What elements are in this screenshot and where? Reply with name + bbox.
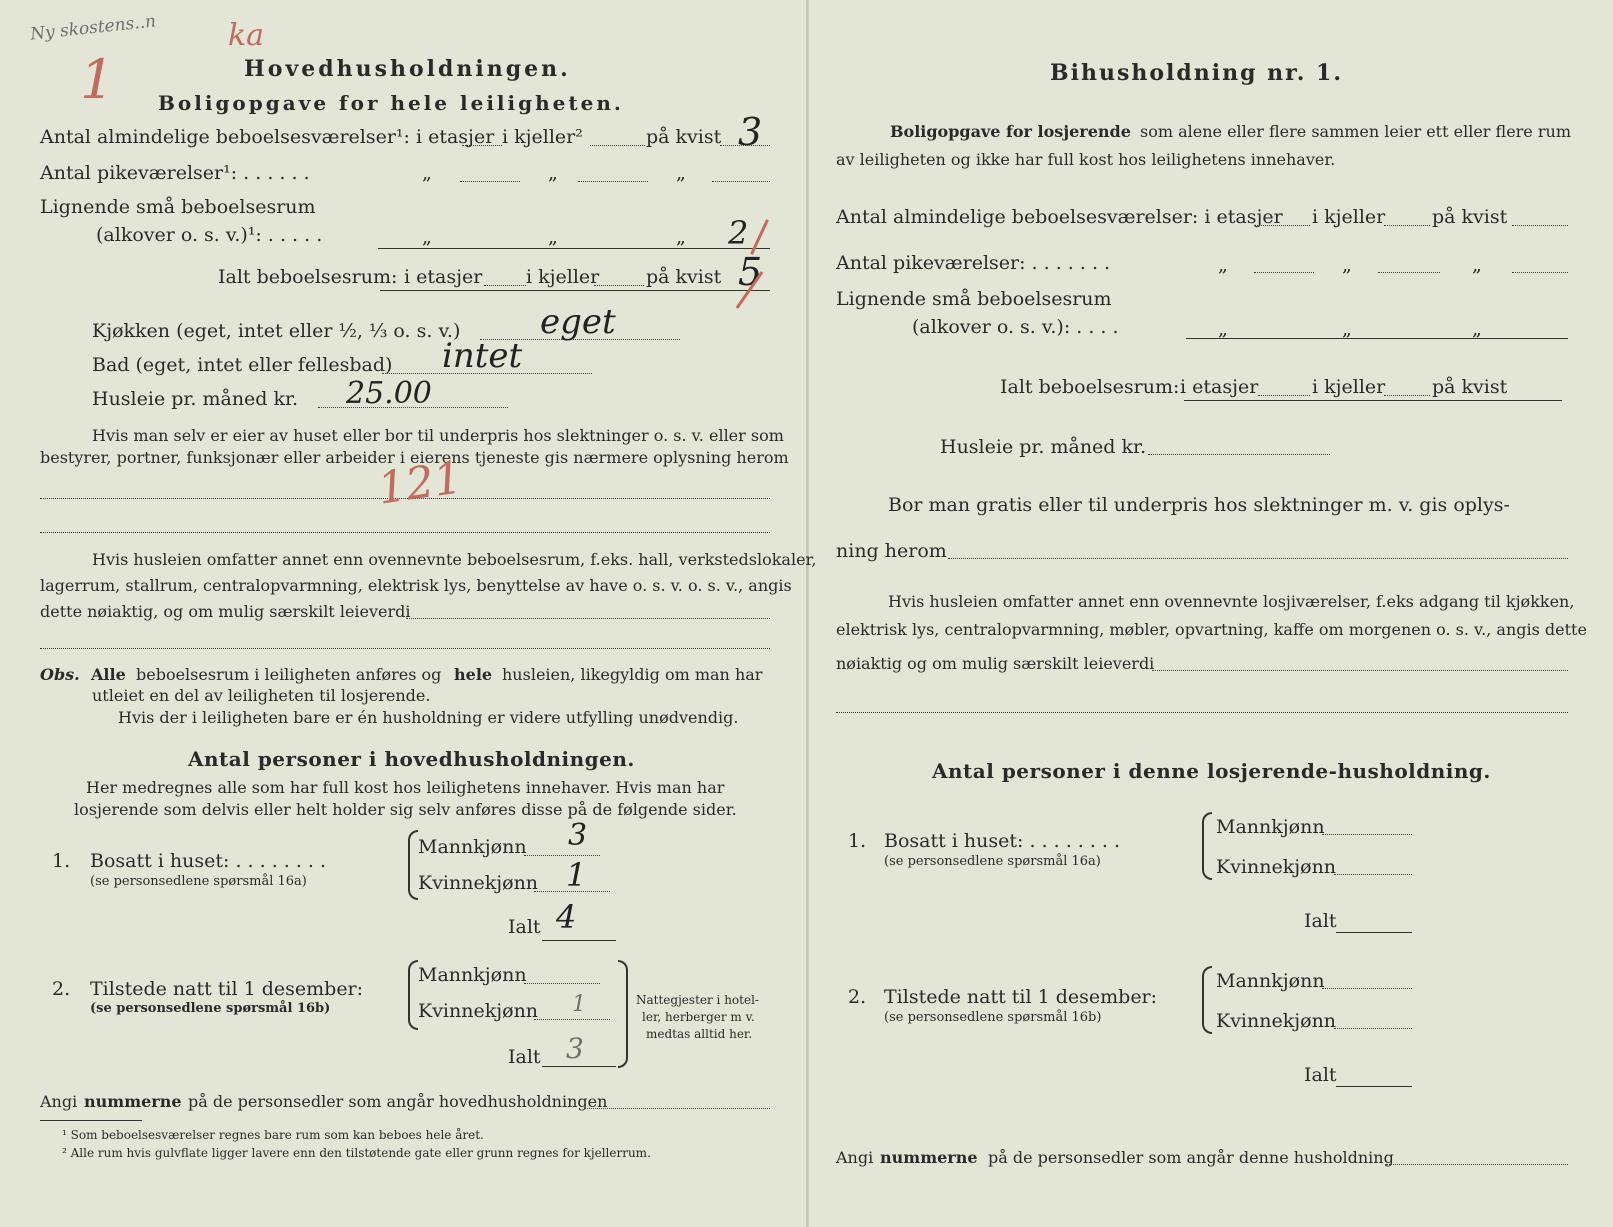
q2-label: Tilstede natt til 1 desember:	[90, 978, 364, 1000]
r-q1-number: 1.	[848, 830, 867, 852]
r-ialt-kvist-label: på kvist	[1432, 376, 1508, 398]
ialt-kvist-label: på kvist	[646, 266, 722, 288]
bath-label: Bad (eget, intet eller fellesbad)	[92, 354, 393, 376]
angi-bold: nummerne	[84, 1092, 182, 1111]
q1-total-field[interactable]	[542, 940, 616, 941]
r-q2-male-label: Mannkjønn	[1216, 970, 1325, 992]
pike-row-label: Antal pikeværelser¹: . . . . . .	[40, 162, 310, 184]
small-rooms-sub-label: (alkover o. s. v.)¹: . . . . .	[96, 224, 323, 246]
obs-line-1-end: husleien, likegyldig om man har	[502, 665, 763, 684]
kitchen-label: Kjøkken (eget, intet eller ½, ⅓ o. s. v.)	[92, 320, 461, 342]
q2-female-value: 1	[572, 992, 586, 1017]
r-q2-female-field[interactable]	[1334, 1028, 1412, 1029]
ialt-etasjer-label: i etasjer	[404, 266, 483, 288]
ditto-mark: „	[1218, 254, 1228, 276]
intro-line-1: som alene eller flere sammen leier ett eller flere rum	[1140, 122, 1571, 141]
ditto-mark: „	[1472, 254, 1482, 276]
r-q2-sub: (se personsedlene spørsmål 16b)	[884, 1010, 1102, 1025]
obs-bold-hele: hele	[454, 665, 493, 684]
ditto-mark: „	[676, 226, 686, 248]
q1-sub: (se personsedlene spørsmål 16a)	[90, 874, 307, 889]
rent-value: 25.00	[346, 376, 432, 411]
r-angi-label: Angi	[836, 1148, 874, 1167]
pike-kvist-field[interactable]	[712, 181, 770, 182]
q1-female-label: Kvinnekjønn	[418, 872, 539, 894]
r-q1-brace	[1202, 812, 1212, 880]
footnote-rule	[40, 1120, 142, 1121]
r-small-rooms-sum-line	[1186, 338, 1568, 339]
ditto-mark: „	[548, 162, 558, 184]
r-q1-male-label: Mannkjønn	[1216, 816, 1325, 838]
rooms-kvist-label: på kvist	[646, 126, 722, 148]
r-ialt-underline	[1184, 400, 1562, 401]
q1-male-label: Mannkjønn	[418, 836, 527, 858]
rent-includes-field-1[interactable]	[406, 618, 770, 619]
r-angi-field[interactable]	[1386, 1164, 1568, 1165]
r-rooms-kvist-label: på kvist	[1432, 206, 1508, 228]
obs-line-1: beboelsesrum i leiligheten anføres og	[136, 665, 442, 684]
small-rooms-label: Lignende små beboelsesrum	[40, 196, 316, 218]
r-pike-kvist-field[interactable]	[1512, 272, 1568, 273]
r-q2-label: Tilstede natt til 1 desember:	[884, 986, 1158, 1008]
rent-includes-line-3: dette nøiaktig, og om mulig særskilt leieverdi	[40, 602, 411, 621]
owner-note-line-2: bestyrer, portner, funksjonær eller arbeider i eierens tjeneste gis nærmere oplysning herom	[40, 448, 789, 467]
q1-brace	[408, 830, 418, 900]
r-rooms-row-label: Antal almindelige beboelsesværelser: i etasjer	[836, 206, 1283, 228]
persons-note-2: losjerende som delvis eller helt holder sig selv anføres disse på de følgende sider.	[74, 800, 737, 819]
r-ialt-kjeller-label: i kjeller	[1312, 376, 1386, 398]
r-q2-brace	[1202, 966, 1212, 1034]
r-q1-sub: (se personsedlene spørsmål 16a)	[884, 854, 1101, 869]
rooms-etasjer-field[interactable]	[462, 145, 502, 146]
ditto-mark: „	[548, 226, 558, 248]
angi-label: Angi	[40, 1092, 78, 1111]
q1-label: Bosatt i huset: . . . . . . . .	[90, 850, 327, 872]
q2-male-label: Mannkjønn	[418, 964, 527, 986]
rent-includes-field-2[interactable]	[40, 648, 770, 649]
ditto-mark: „	[1218, 318, 1228, 340]
r-q2-total-field[interactable]	[1336, 1086, 1412, 1087]
ditto-mark: „	[422, 162, 432, 184]
persons-note-1: Her medregnes alle som har full kost hos leilighetens innehaver. Hvis man har	[86, 778, 725, 797]
small-rooms-sum-line	[378, 248, 770, 249]
r-free-field[interactable]	[948, 558, 1568, 559]
red-number: 1	[80, 48, 115, 111]
right-title: Bihusholdning nr. 1.	[1050, 60, 1343, 86]
obs-label: Obs.	[40, 665, 80, 684]
guests-note-1: Nattegjester i hotel-	[636, 993, 759, 1007]
owner-note-line-1: Hvis man selv er eier av huset eller bor til underpris hos slektninger o. s. v. eller som	[92, 426, 784, 445]
footnote-2: ² Alle rum hvis gulvflate ligger lavere enn den tilstøtende gate eller grunn regnes for kjellerrum.	[62, 1146, 651, 1160]
ditto-mark: „	[1472, 318, 1482, 340]
r-q2-female-label: Kvinnekjønn	[1216, 1010, 1337, 1032]
ditto-mark: „	[1342, 254, 1352, 276]
r-free-line-1: Bor man gratis eller til underpris hos slektninger m. v. gis oplys-	[888, 494, 1510, 516]
ialt-kjeller-label: i kjeller	[526, 266, 600, 288]
q2-female-field[interactable]	[534, 1019, 610, 1020]
angi-field[interactable]	[584, 1108, 770, 1109]
angi-text: på de personsedler som angår hovedhusholdningen	[188, 1092, 608, 1111]
ditto-mark: „	[676, 162, 686, 184]
page-fold	[806, 0, 809, 1227]
q1-total-label: Ialt	[508, 916, 541, 938]
q2-total-field[interactable]	[542, 1066, 616, 1067]
r-rooms-kjeller-field[interactable]	[1384, 225, 1430, 226]
small-rooms-kvist-value: 2	[728, 214, 749, 252]
r-rooms-kjeller-label: i kjeller	[1312, 206, 1386, 228]
r-q1-female-label: Kvinnekjønn	[1216, 856, 1337, 878]
owner-note-field-2[interactable]	[40, 532, 770, 533]
q1-male-field[interactable]	[524, 855, 600, 856]
r-rent-label: Husleie pr. måned kr.	[940, 436, 1147, 458]
r-free-line-2: ning herom	[836, 540, 947, 562]
left-subtitle: Boligopgave for hele leiligheten.	[158, 91, 624, 115]
r-rooms-etasjer-field[interactable]	[1254, 225, 1310, 226]
guests-note-3: medtas alltid her.	[646, 1027, 753, 1041]
r-q1-female-field[interactable]	[1334, 874, 1412, 875]
r-rent-includes-line-2: elektrisk lys, centralopvarmning, møbler, opvartning, kaffe om morgenen o. s. v., angis dette	[836, 620, 1587, 639]
persons-title: Antal personer i hovedhusholdningen.	[188, 747, 635, 771]
r-q1-total-field[interactable]	[1336, 932, 1412, 933]
rent-includes-line-1: Hvis husleien omfatter annet enn ovennevnte beboelsesrum, f.eks. hall, verkstedslokaler,	[92, 550, 817, 569]
intro-line-2: av leiligheten og ikke har full kost hos leilighetens innehaver.	[836, 150, 1336, 169]
rooms-kjeller-field[interactable]	[590, 145, 645, 146]
ditto-mark: „	[422, 226, 432, 248]
q2-male-field[interactable]	[524, 983, 600, 984]
r-q2-male-field[interactable]	[1322, 988, 1412, 989]
r-persons-title: Antal personer i denne losjerende-husholdning.	[932, 759, 1491, 783]
r-small-rooms-sub-label: (alkover o. s. v.): . . . .	[912, 316, 1119, 338]
bath-value: intet	[442, 336, 523, 376]
ialt-etasjer-field[interactable]	[484, 285, 526, 286]
r-angi-bold: nummerne	[880, 1148, 978, 1167]
r-rent-includes-field-1[interactable]	[1152, 670, 1568, 671]
kitchen-value: eget	[540, 302, 616, 342]
q2-total-label: Ialt	[508, 1046, 541, 1068]
rooms-row-label: Antal almindelige beboelsesværelser¹: i etasjer	[40, 126, 495, 148]
q1-female-value: 1	[566, 856, 587, 894]
pike-kjeller-field[interactable]	[578, 181, 648, 182]
guests-brace	[618, 960, 628, 1068]
r-ialt-rooms-label: Ialt beboelsesrum:	[1000, 376, 1180, 398]
obs-line-2: utleiet en del av leiligheten til losjerende.	[92, 686, 431, 705]
r-rent-includes-line-3: nøiaktig og om mulig særskilt leieverdi	[836, 654, 1155, 673]
ditto-mark: „	[1342, 318, 1352, 340]
q1-male-value: 3	[568, 818, 588, 853]
q2-number: 2.	[52, 978, 71, 1000]
pike-etasjer-field[interactable]	[460, 181, 520, 182]
rent-label: Husleie pr. måned kr.	[92, 388, 299, 410]
r-q1-total-label: Ialt	[1304, 910, 1337, 932]
ialt-underline	[380, 290, 770, 291]
q2-sub: (se personsedlene spørsmål 16b)	[90, 1001, 331, 1016]
ialt-kvist-value: 5	[738, 250, 763, 294]
rooms-kjeller-label: i kjeller²	[502, 126, 583, 148]
q2-brace	[408, 960, 418, 1030]
rent-includes-line-2: lagerrum, stallrum, centralopvarmning, elektrisk lys, benyttelse av have o. s. v. o. s. v., angis	[40, 576, 792, 595]
r-ialt-kjeller-field[interactable]	[1384, 395, 1430, 396]
r-pike-kjeller-field[interactable]	[1378, 272, 1440, 273]
r-rent-includes-field-2[interactable]	[836, 712, 1568, 713]
r-q2-total-label: Ialt	[1304, 1064, 1337, 1086]
r-rent-includes-line-1: Hvis husleien omfatter annet enn ovennevnte losjiværelser, f.eks adgang til kjøkken,	[888, 592, 1575, 611]
margin-note: Ny skostens..n	[29, 11, 157, 45]
red-initials: ka	[228, 18, 265, 53]
q2-female-label: Kvinnekjønn	[418, 1000, 539, 1022]
r-q1-male-field[interactable]	[1322, 834, 1412, 835]
r-angi-text: på de personsedler som angår denne husholdning	[988, 1148, 1394, 1167]
q2-total-value: 3	[566, 1032, 584, 1065]
ialt-kjeller-field[interactable]	[594, 285, 644, 286]
r-pike-row-label: Antal pikeværelser: . . . . . . .	[836, 252, 1111, 274]
q1-number: 1.	[52, 850, 71, 872]
r-q2-number: 2.	[848, 986, 867, 1008]
footnote-1: ¹ Som beboelsesværelser regnes bare rum som kan beboes hele året.	[62, 1128, 484, 1142]
left-title: Hovedhusholdningen.	[244, 56, 571, 82]
red-mark: 121	[374, 452, 466, 515]
r-small-rooms-label: Lignende små beboelsesrum	[836, 288, 1112, 310]
r-q1-label: Bosatt i huset: . . . . . . . .	[884, 830, 1121, 852]
rooms-kvist-value: 3	[738, 110, 763, 154]
obs-bold-alle: Alle	[91, 665, 126, 684]
obs-line-3: Hvis der i leiligheten bare er én husholdning er videre utfylling unødvendig.	[118, 708, 739, 727]
q1-total-value: 4	[556, 898, 577, 936]
r-ialt-etasjer-label: i etasjer	[1180, 376, 1259, 398]
intro-bold: Boligopgave for losjerende	[890, 122, 1131, 141]
ialt-rooms-label: Ialt beboelsesrum:	[218, 266, 398, 288]
r-pike-etasjer-field[interactable]	[1254, 272, 1314, 273]
r-rooms-kvist-field[interactable]	[1512, 225, 1568, 226]
guests-note-2: ler, herberger m v.	[642, 1010, 755, 1024]
r-rent-field[interactable]	[1148, 454, 1330, 455]
r-ialt-etasjer-field[interactable]	[1258, 395, 1310, 396]
